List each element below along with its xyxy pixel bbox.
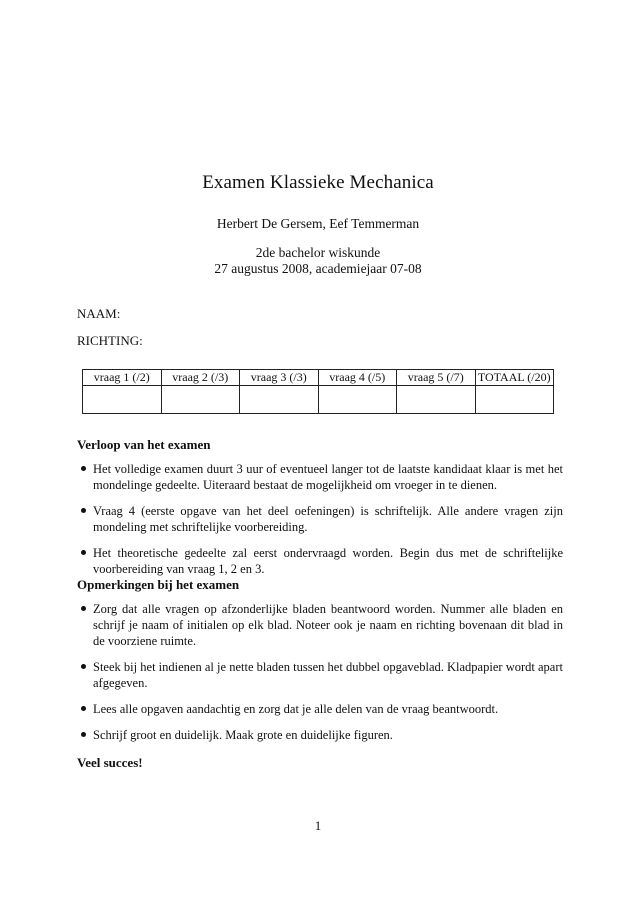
bullet-icon — [81, 706, 86, 711]
closing-text: Veel succes! — [77, 755, 143, 770]
bullet-icon — [81, 664, 86, 669]
list-item-text: Vraag 4 (eerste opgave van het deel oefeningen) is schriftelijk. Alle andere vragen zijn mondeling met schriftelijke voorbereiding. — [93, 504, 563, 534]
score-table — [82, 369, 554, 414]
authors: Herbert De Gersem, Eef Temmerman — [216, 216, 420, 231]
score-header-q1: vraag 1 (/2) — [83, 370, 162, 386]
score-header-total: TOTAAL (/20) — [475, 370, 554, 386]
score-table-header-row — [83, 370, 554, 386]
list-item-text: Het volledige examen duurt 3 uur of eventueel langer tot de laatste kandidaat klaar is met het mondelinge gedeelte. Uiteraard bestaat de mogelijkheid om vroeger in te dienen. — [93, 462, 563, 492]
page-number: 1 — [314, 818, 322, 833]
direction-field-label: RICHTING: — [77, 333, 143, 348]
score-header-q3: vraag 3 (/3) — [240, 370, 319, 386]
score-cell-total[interactable] — [475, 386, 554, 414]
bullet-icon — [81, 732, 86, 737]
program-line: 2de bachelor wiskunde — [255, 245, 381, 260]
list-item — [77, 545, 563, 577]
bullet-icon — [81, 508, 86, 513]
list-item-text: Lees alle opgaven aandachtig en zorg dat je alle delen van de vraag beantwoordt. — [93, 702, 499, 716]
section-heading-verloop: Verloop van het examen — [77, 437, 211, 452]
bullet-list-verloop — [77, 461, 563, 587]
list-item — [77, 461, 563, 493]
score-table-entry-row — [83, 386, 554, 414]
list-item — [77, 659, 563, 691]
score-header-q5: vraag 5 (/7) — [397, 370, 476, 386]
page-title: Examen Klassieke Mechanica — [202, 172, 434, 193]
list-item-text: Schrijf groot en duidelijk. Maak grote en duidelijke figuren. — [93, 728, 393, 742]
score-header-q4: vraag 4 (/5) — [318, 370, 397, 386]
list-item-text: Steek bij het indienen al je nette bladen tussen het dubbel opgaveblad. Kladpapier wordt apart afgegeven. — [93, 660, 563, 690]
name-field-label: NAAM: — [77, 306, 121, 321]
score-header-q2: vraag 2 (/3) — [161, 370, 240, 386]
list-item — [77, 701, 563, 717]
list-item — [77, 727, 563, 743]
score-cell-q5[interactable] — [397, 386, 476, 414]
list-item-text: Het theoretische gedeelte zal eerst ondervraagd worden. Begin dus met de schriftelijke voorbereiding van vraag 1, 2 en 3. — [93, 546, 563, 576]
section-heading-opmerkingen: Opmerkingen bij het examen — [77, 577, 240, 592]
program-info — [0, 245, 636, 277]
bullet-icon — [81, 606, 86, 611]
list-item — [77, 503, 563, 535]
score-cell-q2[interactable] — [161, 386, 240, 414]
bullet-icon — [81, 466, 86, 471]
score-cell-q1[interactable] — [83, 386, 162, 414]
score-cell-q4[interactable] — [318, 386, 397, 414]
bullet-icon — [81, 550, 86, 555]
list-item — [77, 601, 563, 649]
date-line: 27 augustus 2008, academiejaar 07-08 — [214, 261, 422, 276]
bullet-list-opmerkingen — [77, 601, 563, 753]
list-item-text: Zorg dat alle vragen op afzonderlijke bladen beantwoord worden. Nummer alle bladen en schrijf je naam of initialen op elk blad. Noteer ook je naam en richting bovenaan dit blad in de voorziene ruimte. — [93, 602, 563, 648]
score-cell-q3[interactable] — [240, 386, 319, 414]
